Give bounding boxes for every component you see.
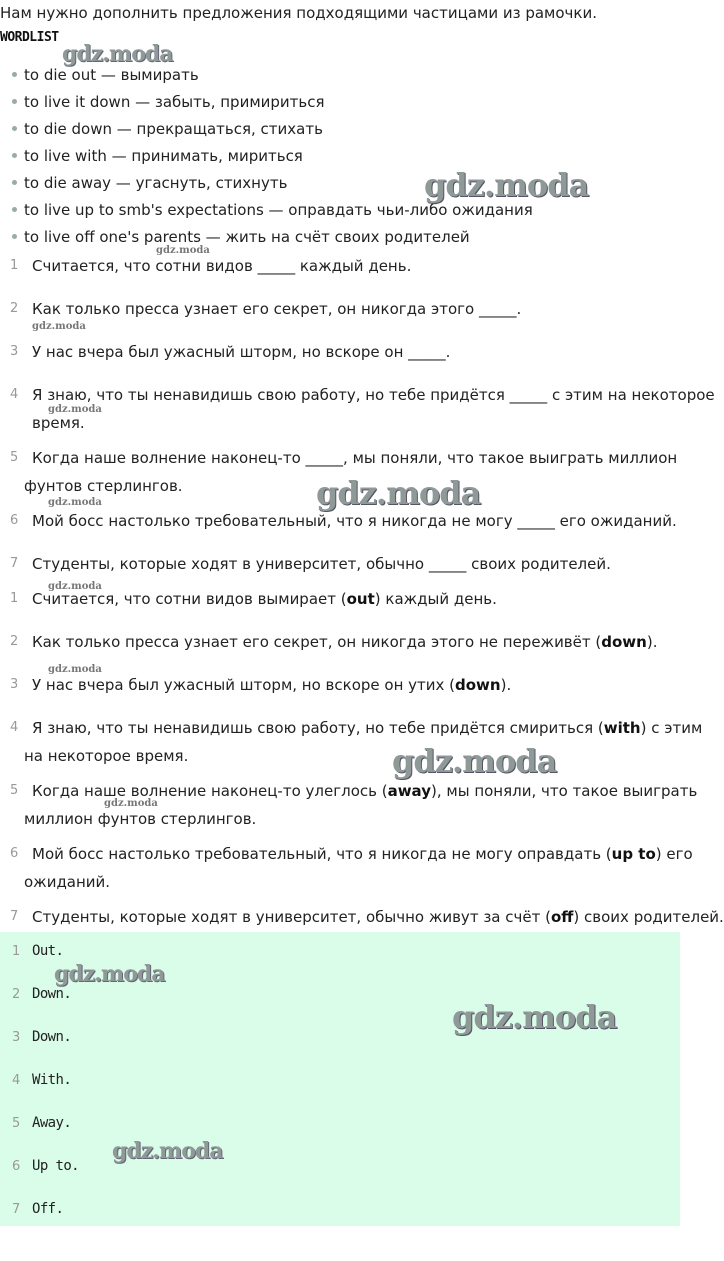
item-number: 2 [10, 634, 19, 649]
wordlist-item-text: to live with — принимать, мириться [24, 147, 303, 165]
solution-text-part: Когда наше волнение наконец-то улеглось ( [32, 782, 388, 800]
wordlist-item-text: to live off one's parents — жить на счёт своих родителей [24, 228, 470, 246]
item-number: 1 [10, 591, 19, 606]
watermark-logo: gdz.moda [156, 245, 210, 256]
bullet-icon [12, 126, 17, 131]
wordlist-item [12, 66, 199, 84]
answer-text: Out. [32, 943, 64, 959]
solution-text-part: У нас вчера был ужасный шторм, но вскоре он утих ( [32, 676, 456, 694]
answer-text: With. [32, 1072, 72, 1088]
watermark-logo: gdz.moda [452, 998, 617, 1036]
solution-text [32, 903, 724, 931]
item-number: 4 [12, 1073, 21, 1088]
particle-bold: with [603, 719, 641, 737]
particle-bold: down [601, 633, 647, 651]
solution-text-part: ) каждый день. [374, 590, 497, 608]
watermark-logo: gdz.moda [48, 497, 102, 508]
solution-text [32, 628, 657, 656]
particle-bold: down [455, 676, 501, 694]
wordlist-item-text: to live up to smb's expectations — оправдать чьи-либо ожидания [24, 201, 533, 219]
watermark-logo: gdz.moda [104, 798, 158, 809]
question-text: Когда наше волнение наконец-то _____, мы поняли, что такое выиграть миллион [32, 449, 678, 467]
wordlist-item [12, 120, 323, 138]
solution-text-part: Студенты, которые ходят в университет, обычно живут за счёт ( [32, 908, 551, 926]
solution-text [32, 840, 693, 868]
particle-bold: out [346, 590, 375, 608]
solution-text-cont: миллион фунтов стерлингов. [24, 810, 257, 828]
item-number: 6 [10, 846, 19, 861]
item-number: 3 [10, 344, 19, 359]
item-number: 2 [12, 987, 21, 1002]
wordlist-item-text: to die away — угаснуть, стихнуть [24, 174, 288, 192]
item-number: 5 [10, 450, 19, 465]
watermark-logo: gdz.moda [48, 404, 102, 415]
particle-bold: up to [611, 845, 656, 863]
watermark-logo: gdz.moda [48, 664, 102, 675]
watermark-logo: gdz.moda [48, 581, 102, 592]
wordlist-item-text: to die down — прекращаться, стихать [24, 120, 323, 138]
solution-text [32, 714, 702, 742]
wordlist-item-text: to die out — вымирать [24, 66, 199, 84]
watermark-logo: gdz.moda [112, 1138, 223, 1164]
solution-text-part: ), мы поняли, что такое выиграть [431, 782, 698, 800]
solution-text-part: Считается, что сотни видов вымирает ( [32, 590, 347, 608]
item-number: 2 [10, 301, 19, 316]
particle-bold: off [550, 908, 574, 926]
question-text: Мой босс настолько требовательный, что я никогда не могу _____ его ожиданий. [32, 512, 677, 530]
watermark-logo: gdz.moda [392, 742, 557, 780]
solution-text-part: ) его [655, 845, 693, 863]
wordlist-item-text: to live it down — забыть, примириться [24, 93, 325, 111]
question-text-cont: время. [32, 414, 85, 432]
item-number: 1 [10, 258, 19, 273]
solution-text-part: Как только пресса узнает его секрет, он никогда этого не переживёт ( [32, 633, 602, 651]
item-number: 3 [10, 677, 19, 692]
item-number: 1 [12, 944, 21, 959]
question-text-cont: фунтов стерлингов. [24, 477, 183, 495]
wordlist-item [12, 93, 325, 111]
answer-text: Away. [32, 1115, 72, 1131]
particle-bold: away [387, 782, 431, 800]
question-text: Считается, что сотни видов _____ каждый день. [32, 257, 412, 275]
watermark-logo: gdz.moda [424, 166, 589, 204]
solution-text-cont: ожиданий. [24, 873, 111, 891]
item-number: 4 [10, 720, 19, 735]
solution-text-cont: на некоторое время. [24, 747, 189, 765]
item-number: 7 [10, 556, 19, 571]
question-text: Я знаю, что ты ненавидишь свою работу, но тебе придётся _____ с этим на некоторое [32, 386, 715, 404]
watermark-logo: gdz.moda [54, 961, 165, 987]
watermark-logo: gdz.moda [316, 474, 481, 512]
bullet-icon [12, 99, 17, 104]
solution-text-part: Я знаю, что ты ненавидишь свою работу, но тебе придётся смириться ( [32, 719, 604, 737]
bullet-icon [12, 207, 17, 212]
question-text: У нас вчера был ужасный шторм, но вскоре он _____. [32, 343, 451, 361]
watermark-logo: gdz.moda [32, 321, 86, 332]
item-number: 4 [10, 387, 19, 402]
instruction-text: Нам нужно дополнить предложения подходящими частицами из рамочки. [0, 4, 597, 22]
question-text: Студенты, которые ходят в университет, обычно _____ своих родителей. [32, 555, 611, 573]
item-number: 5 [12, 1116, 21, 1131]
item-number: 7 [12, 1202, 21, 1217]
question-text: Как только пресса узнает его секрет, он никогда этого _____. [32, 300, 522, 318]
answer-text: Down. [32, 986, 72, 1002]
solution-text [32, 671, 511, 699]
item-number: 6 [10, 513, 19, 528]
item-number: 6 [12, 1159, 21, 1174]
watermark-logo: gdz.moda [62, 41, 173, 67]
answer-text: Down. [32, 1029, 72, 1045]
bullet-icon [12, 153, 17, 158]
wordlist-item [12, 174, 287, 192]
item-number: 7 [10, 909, 19, 924]
solution-text-part: ) с этим [640, 719, 703, 737]
solution-text-part: ). [646, 633, 658, 651]
wordlist-item [12, 228, 470, 246]
bullet-icon [12, 234, 17, 239]
bullet-icon [12, 180, 17, 185]
item-number: 3 [12, 1030, 21, 1045]
wordlist-item [12, 147, 303, 165]
solution-text-part: Мой босс настолько требовательный, что я никогда не могу оправдать ( [32, 845, 612, 863]
item-number: 5 [10, 783, 19, 798]
answer-text: Up to. [32, 1158, 79, 1174]
answer-text: Off. [32, 1201, 64, 1217]
solution-text-part: ) своих родителей. [573, 908, 724, 926]
wordlist-title: WORDLIST [0, 30, 59, 45]
solution-text-part: ). [500, 676, 512, 694]
bullet-icon [12, 72, 17, 77]
